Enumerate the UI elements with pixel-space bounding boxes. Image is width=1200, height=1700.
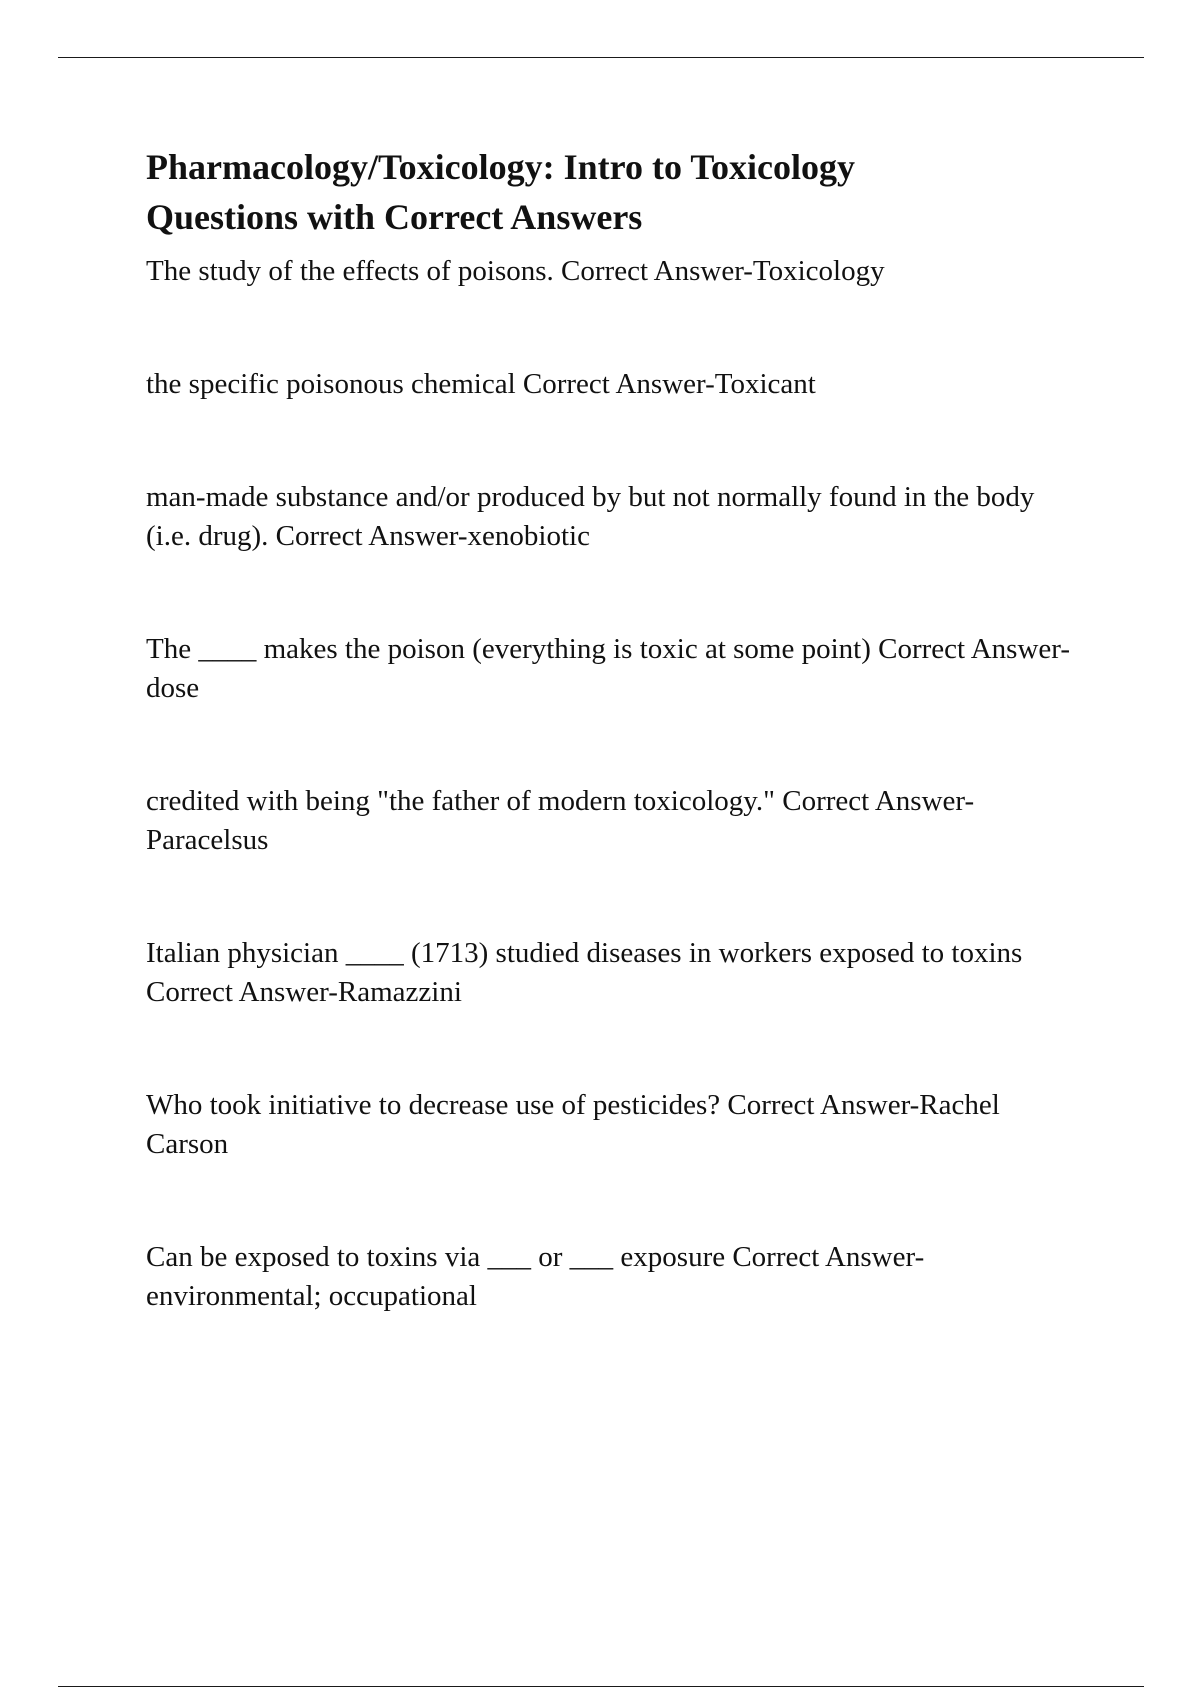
document-body (146, 142, 1076, 1316)
qa-item: Italian physician ____ (1713) studied diseases in workers exposed to toxins Correct Answer-Ramazzini (146, 937, 1023, 1008)
qa-item: credited with being "the father of modern toxicology." Correct Answer-Paracelsus (146, 785, 975, 856)
qa-item: The ____ makes the poison (everything is toxic at some point) Correct Answer-dose (146, 633, 1070, 704)
qa-item: The study of the effects of poisons. Correct Answer-Toxicology (146, 255, 885, 287)
header-rule (58, 57, 1144, 58)
qa-list (146, 252, 1076, 1316)
qa-item: Who took initiative to decrease use of pesticides? Correct Answer-Rachel Carson (146, 1089, 1000, 1160)
qa-item: the specific poisonous chemical Correct Answer-Toxicant (146, 368, 816, 400)
qa-item: Can be exposed to toxins via ___ or ___ exposure Correct Answer-environmental; occupational (146, 1241, 925, 1312)
footer-rule (58, 1686, 1144, 1687)
title-line-2: Questions with Correct Answers (146, 197, 643, 237)
title-line-1: Pharmacology/Toxicology: Intro to Toxicology (146, 147, 856, 187)
qa-item: man-made substance and/or produced by but not normally found in the body (i.e. drug). Correct Answer-xenobiotic (146, 481, 1035, 552)
document-title (146, 142, 1076, 242)
